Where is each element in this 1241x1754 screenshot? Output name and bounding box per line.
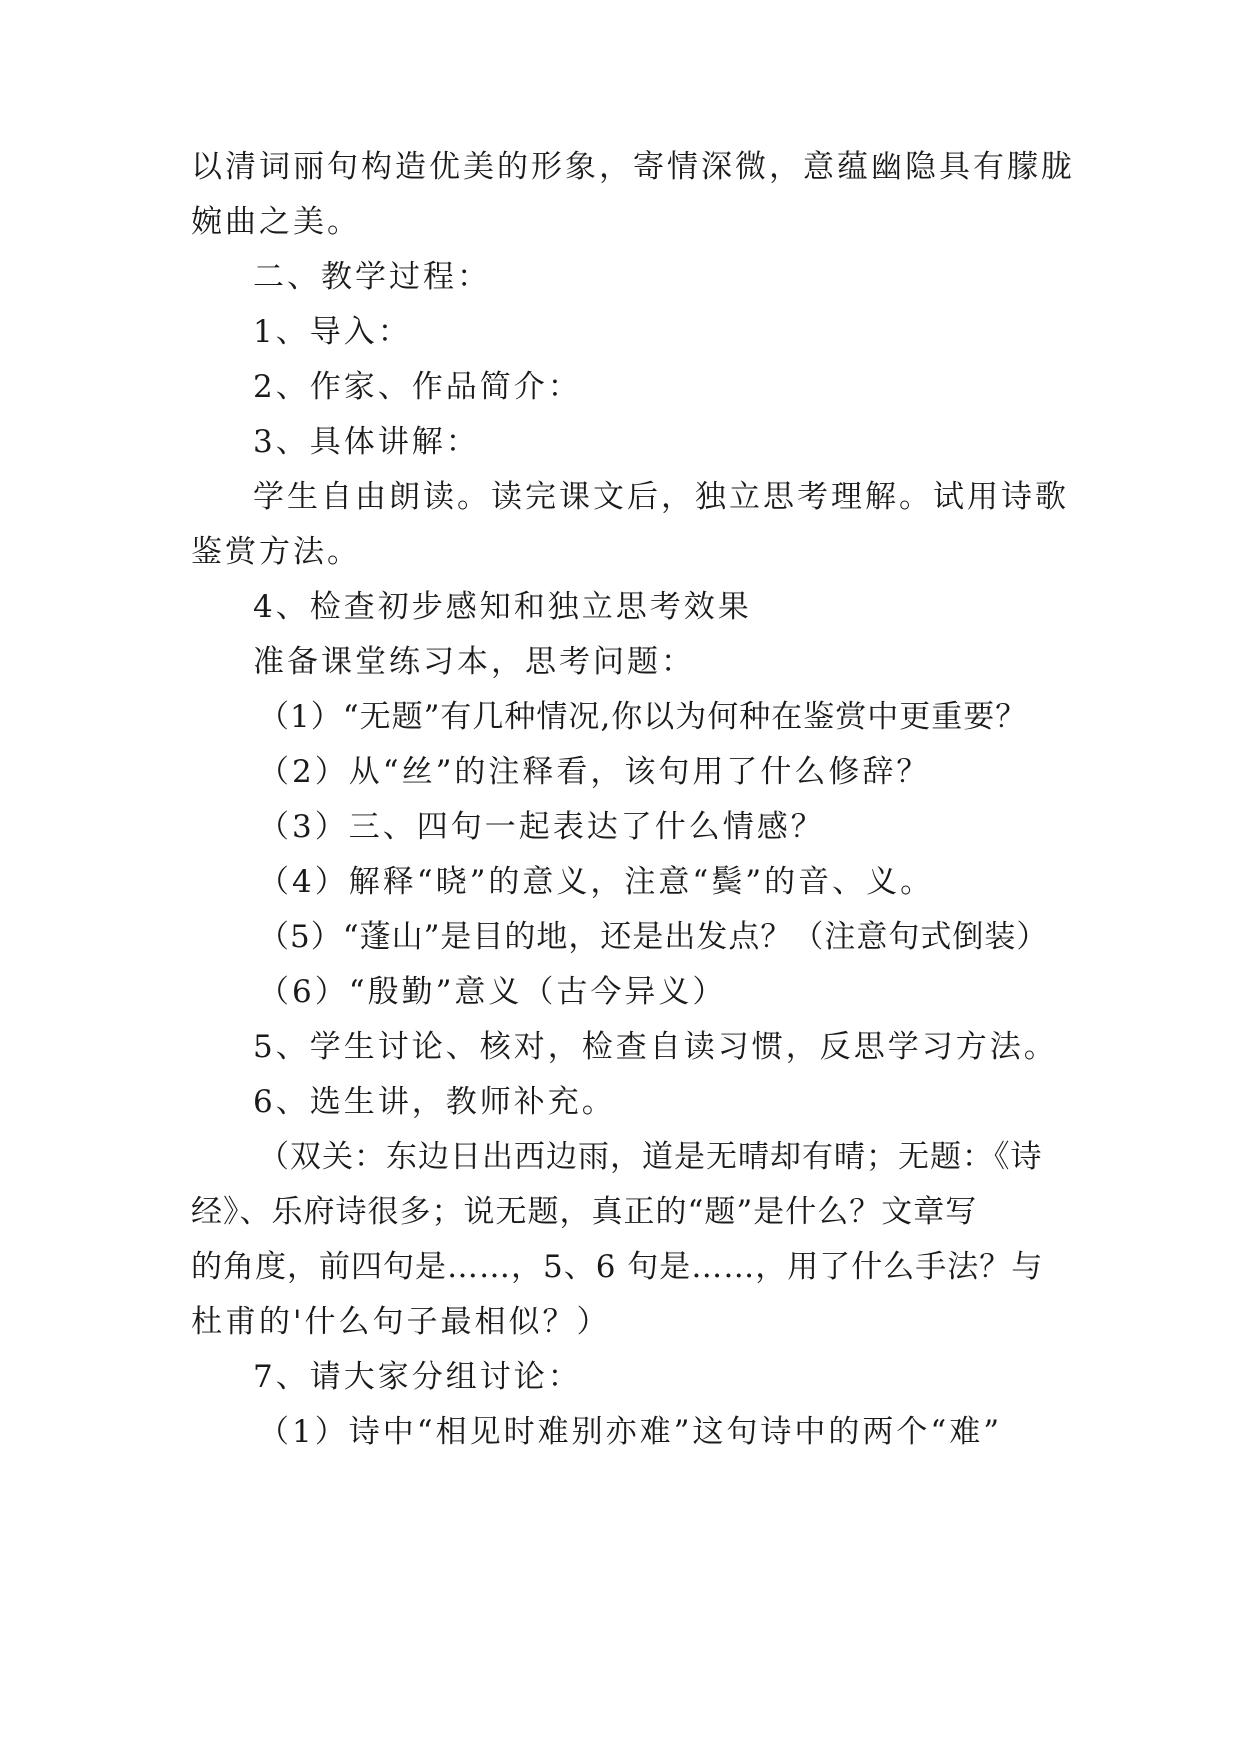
step-heading: 3、具体讲解： xyxy=(253,424,480,460)
step-heading: 2、作家、作品简介： xyxy=(253,369,582,405)
text-line: 婉曲之美。 xyxy=(191,204,361,240)
question-item: （1）诗中“相见时难别亦难”这句诗中的两个“难” xyxy=(258,1414,1003,1450)
question-item: （2）从“丝”的注释看，该句用了什么修辞？ xyxy=(258,754,931,790)
section-heading: 二、教学过程： xyxy=(253,259,491,295)
text-line: 以清词丽句构造优美的形象，寄情深微，意蕴幽隐具有朦胧 xyxy=(191,149,1075,185)
question-item: （6）“殷勤”意义（古今异义） xyxy=(258,974,727,1010)
step-heading: 4、检查初步感知和独立思考效果 xyxy=(253,589,752,625)
question-item: （5）“蓬山”是目的地，还是出发点？（注意句式倒装） xyxy=(258,919,1049,955)
text-line: 的角度，前四句是……，5、6 句是……，用了什么手法？与 xyxy=(191,1249,1044,1285)
question-item: （3）三、四句一起表达了什么情感？ xyxy=(258,809,825,845)
text-line: 准备课堂练习本，思考问题： xyxy=(253,644,695,680)
step-heading: 1、导入： xyxy=(253,314,412,350)
text-line: 杜甫的'什么句子最相似？） xyxy=(191,1304,611,1340)
step-heading: 5、学生讨论、核对，检查自读习惯，反思学习方法。 xyxy=(253,1029,1058,1065)
step-heading: 7、请大家分组讨论： xyxy=(253,1359,582,1395)
step-heading: 6、选生讲，教师补充。 xyxy=(253,1084,616,1120)
text-line: 学生自由朗读。读完课文后，独立思考理解。试用诗歌 xyxy=(253,479,1069,515)
text-line: 鉴赏方法。 xyxy=(191,534,361,570)
question-item: （1）“无题”有几种情况,你以为何种在鉴赏中更重要？ xyxy=(258,699,1028,735)
text-line: 经》、乐府诗很多；说无题，真正的“题”是什么？文章写 xyxy=(191,1194,978,1230)
question-item: （4）解释“晓”的意义，注意“鬓”的音、义。 xyxy=(258,864,935,900)
text-line: （双关：东边日出西边雨，道是无晴却有晴；无题：《诗 xyxy=(258,1139,1043,1175)
